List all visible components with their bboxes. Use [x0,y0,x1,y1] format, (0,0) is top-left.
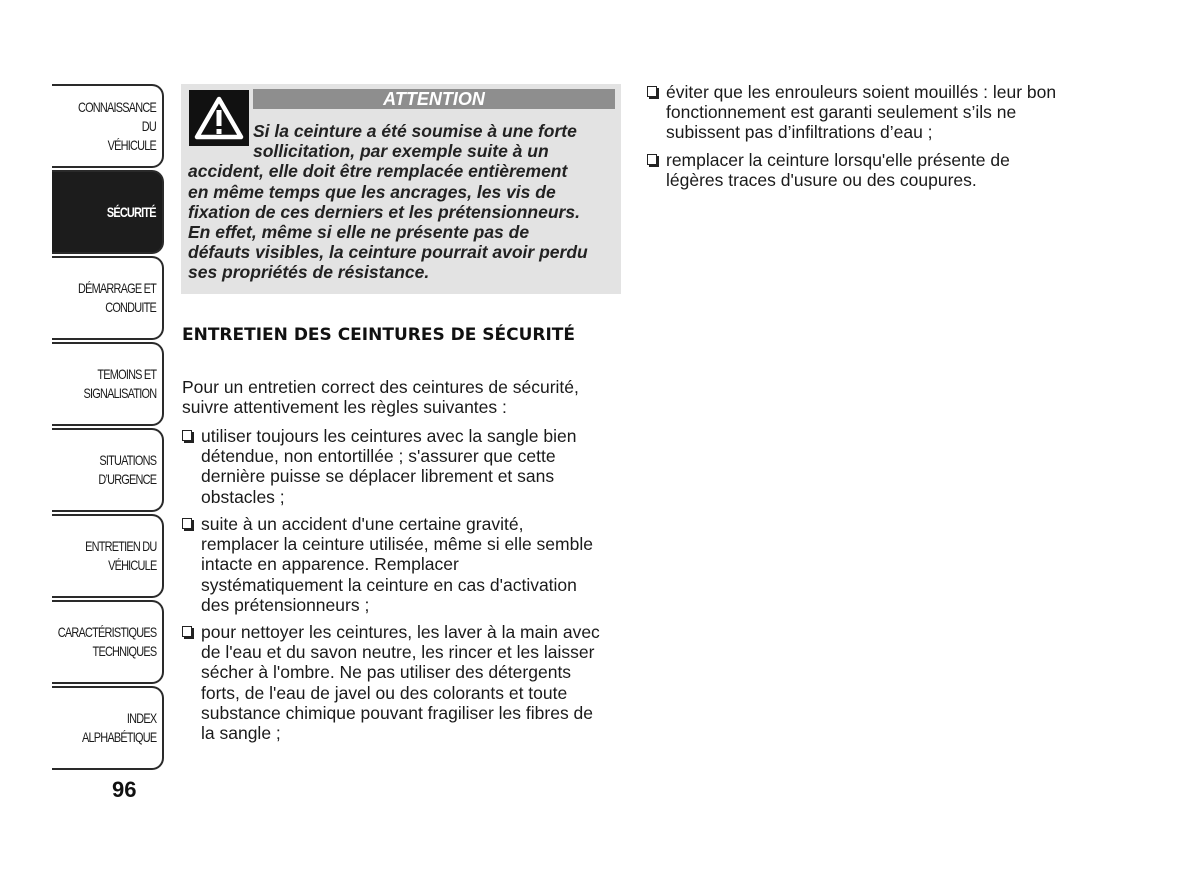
bullet-line: des prétensionneurs ; [201,594,370,615]
warning-line: fixation de ces derniers et les prétensionneurs. [188,201,580,222]
checkbox-bullet-icon [182,430,192,441]
bullet-line: substance chimique pouvant fragiliser les fibres de [201,702,594,723]
warning-line: Si la ceinture a été soumise à une forte [253,121,577,141]
bullet-line: remplacer la ceinture utilisée, même si elle semble [201,534,593,555]
warning-text [188,121,612,283]
intro-line: Pour un entretien correct des ceintures de sécurité, [182,377,579,397]
warning-box [181,84,621,294]
section-title: ENTRETIEN DES CEINTURES DE SÉCURITÉ [182,325,576,345]
bullet-line: sécher à l'ombre. Ne pas utiliser des détergents [201,662,572,683]
bullet-line: subissent pas d’infiltrations d’eau ; [666,122,933,143]
bullet-line: pour nettoyer les ceintures, les laver à la main avec [201,622,600,642]
bullet-line: la sangle ; [201,723,281,744]
bullet-line: suite à un accident d'une certaine gravité, [201,514,524,534]
intro-line: suivre attentivement les règles suivantes : [182,397,507,418]
tab-situations-d-urgence[interactable] [52,428,164,512]
bullet-line: dernière puisse se déplacer librement et sans [201,466,555,487]
tab-caracteristiques-techniques[interactable] [52,600,164,684]
warning-header: ATTENTION [253,89,615,109]
warning-line: accident, elle doit être remplacée entièrement [188,161,568,182]
bullet-line: de l'eau et du savon neutre, les rincer et les laisser [201,642,595,663]
bullet-line: utiliser toujours les ceintures avec la sangle bien [201,426,577,446]
tab-label: SITUATIONS D’URGENCE [98,452,156,487]
bullet-line: forts, de l'eau de javel ou des colorants et toute [201,682,568,703]
checkbox-bullet-icon [647,154,657,165]
tab-label: CARACTÉRISTIQUES TECHNIQUES [57,624,156,659]
warning-line: En effet, même si elle ne présente pas de [188,222,530,243]
warning-line: sollicitation, par exemple suite à un [253,141,549,162]
tab-connaissance-du-vehicule[interactable] [52,84,164,168]
intro-paragraph [182,377,622,417]
page-number: 96 [112,777,137,802]
checkbox-bullet-icon [182,518,192,529]
bullet-line: obstacles ; [201,486,285,507]
bullet-line: systématiquement la ceinture en cas d'activation [201,574,577,595]
bullet-line: détendue, non entortillée ; s'assurer que cette [201,446,556,467]
tab-demarrage-et-conduite[interactable] [52,256,164,340]
tab-label: ENTRETIEN DU VÉHICULE [84,538,156,573]
checkbox-bullet-icon [647,86,657,97]
bullet-line: remplacer la ceinture lorsqu'elle présente de [666,150,1010,170]
bullet-line: légères traces d'usure ou des coupures. [666,170,977,191]
bullet-line: intacte en apparence. Remplacer [201,554,459,575]
tab-label: SÉCURITÉ [107,203,156,220]
tab-label: CONNAISSANCE DU VÉHICULE [77,98,156,153]
checkbox-bullet-icon [182,626,192,637]
tab-index-alphabetique[interactable] [52,686,164,770]
warning-line: défauts visibles, la ceinture pourrait avoir perdu [188,242,588,263]
tab-temoins-et-signalisation[interactable] [52,342,164,426]
tab-label: TEMOINS ET SIGNALISATION [83,366,156,401]
bullet-line: fonctionnement est garanti seulement s’ils ne [666,102,1017,123]
warning-line: en même temps que les ancrages, les vis de [188,181,556,202]
warning-line: ses propriétés de résistance. [188,262,430,283]
tab-entretien-du-vehicule[interactable] [52,514,164,598]
chapter-tabs [52,84,166,772]
bullet-line: éviter que les enrouleurs soient mouillés : leur bon [666,82,1057,102]
tab-label: INDEX ALPHABÉTIQUE [81,710,156,745]
tab-label: DÉMARRAGE ET CONDUITE [77,280,156,315]
tab-securite[interactable] [52,170,164,254]
